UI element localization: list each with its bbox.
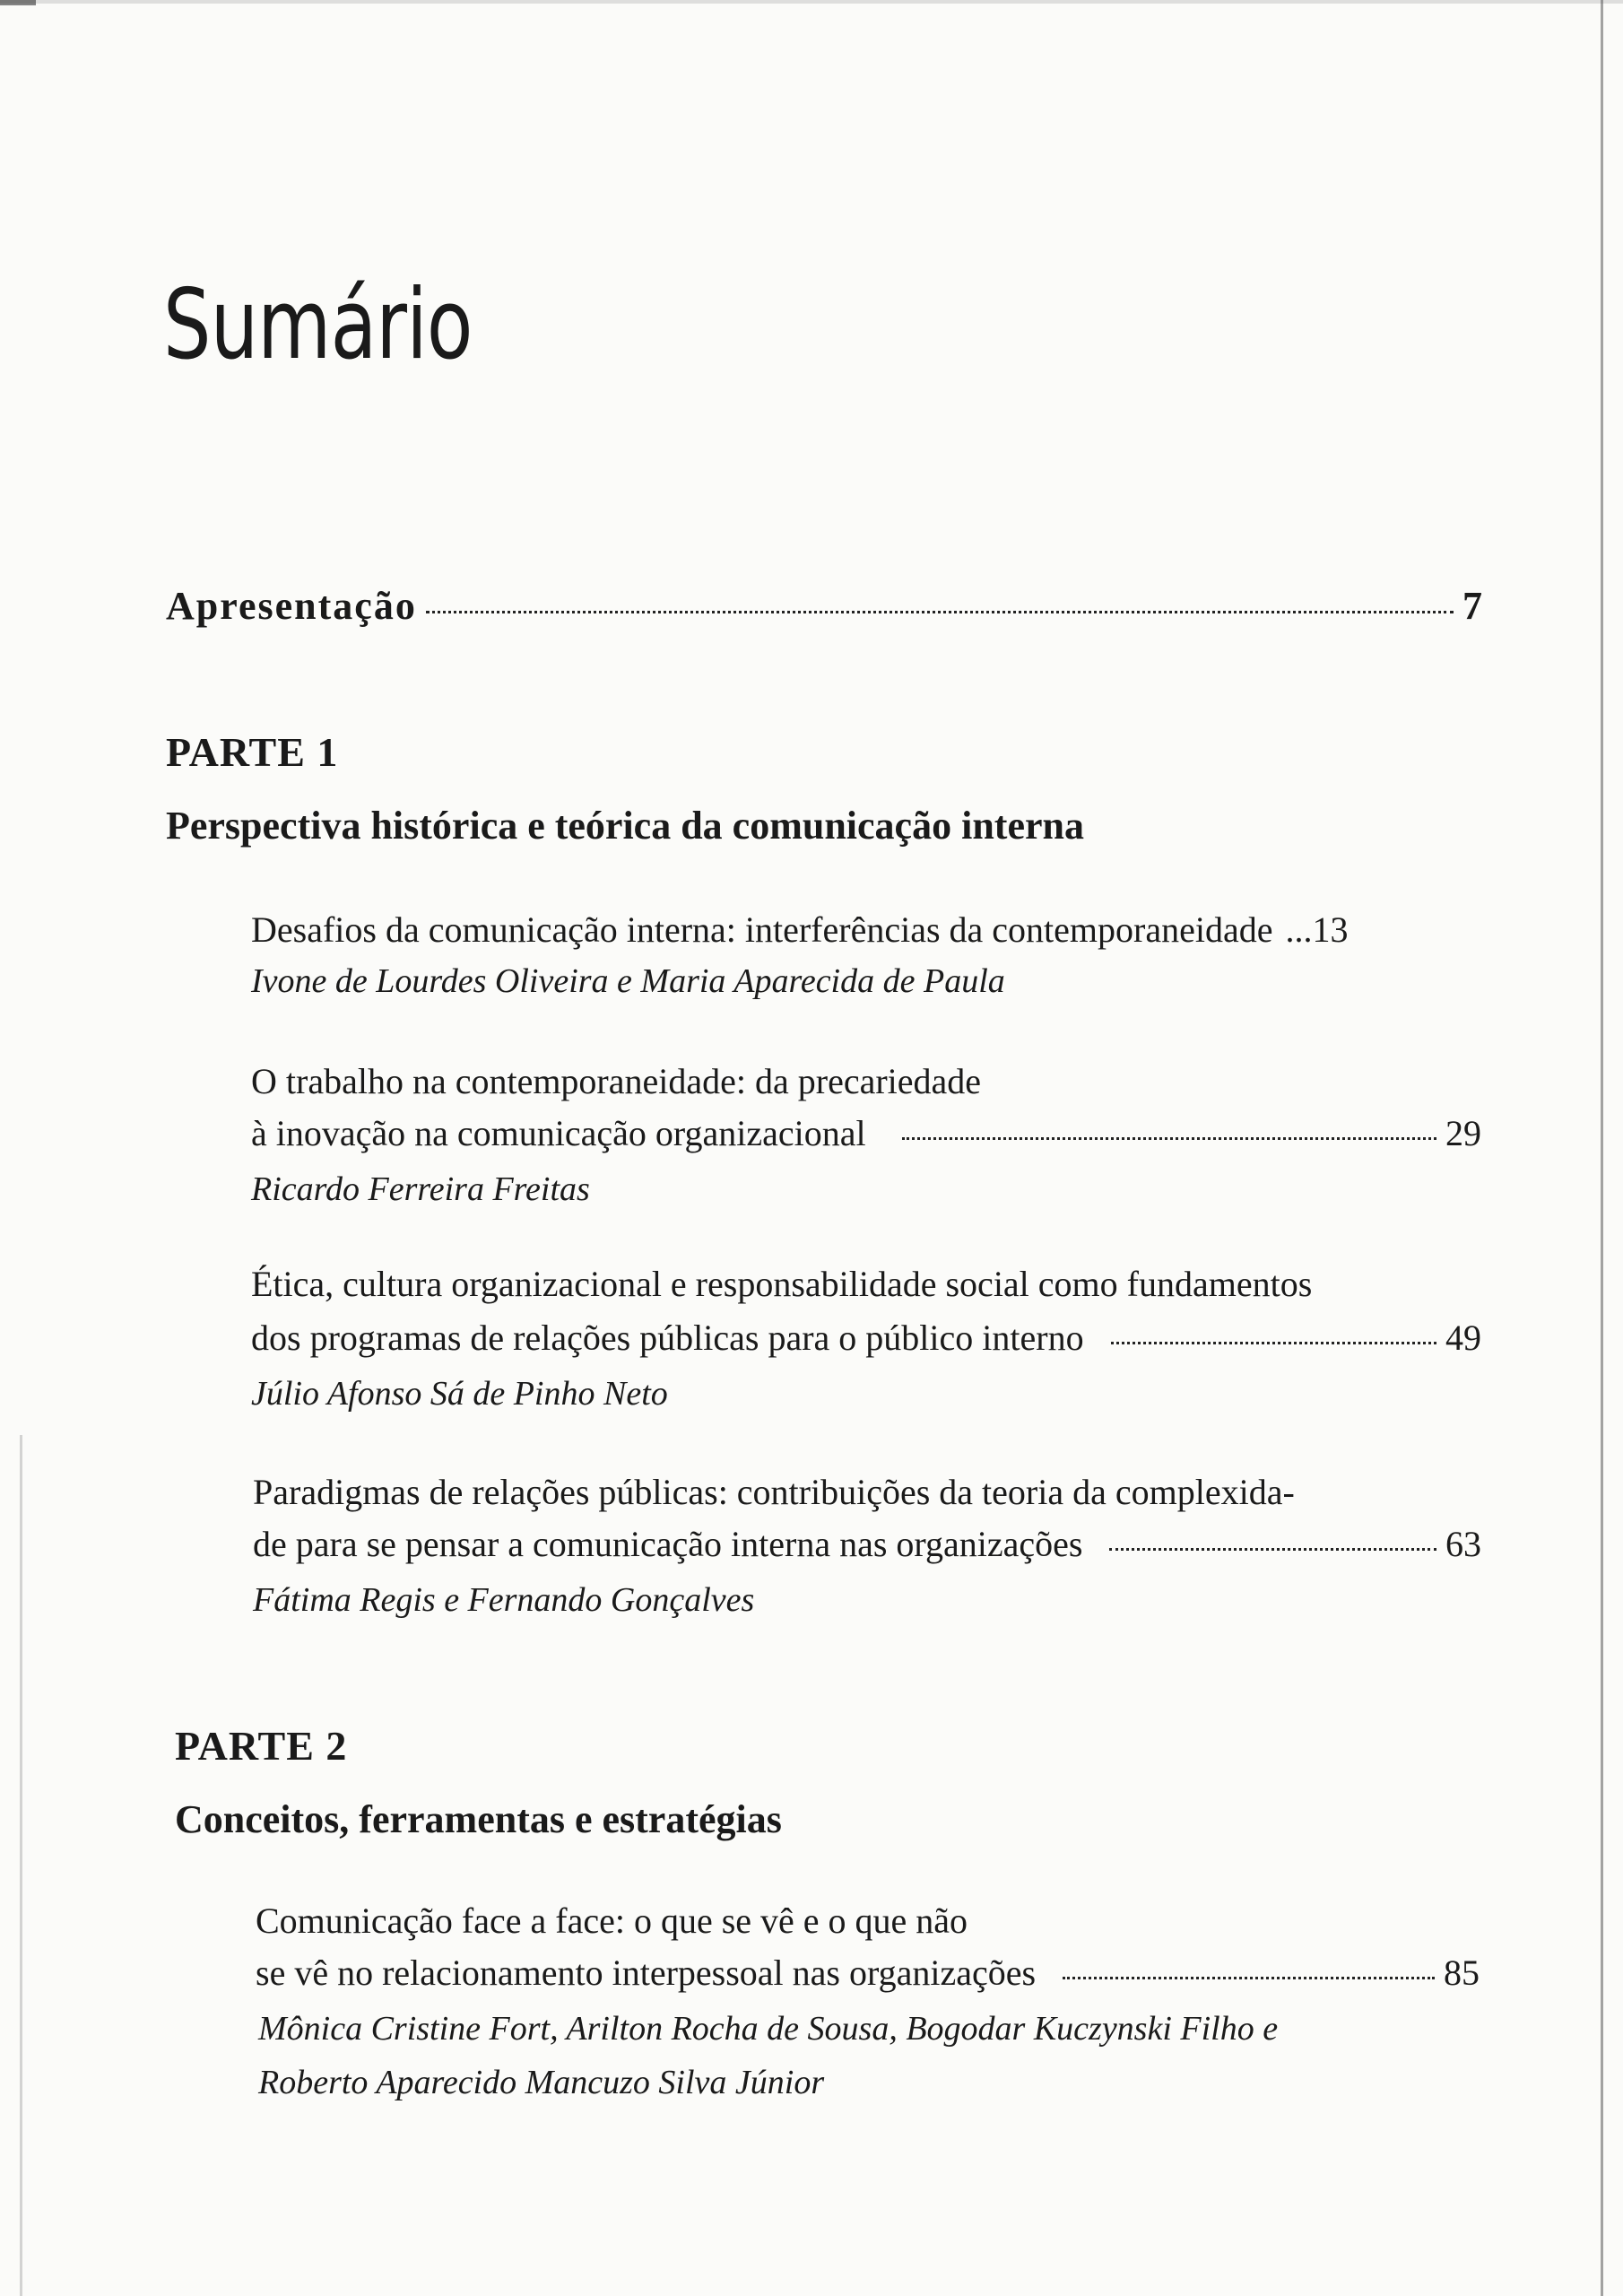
toc-entry-title: à inovação na comunicação organizacional: [251, 1113, 866, 1153]
toc-page-number: 49: [1445, 1318, 1481, 1358]
dot-leader: [902, 1137, 1436, 1140]
toc-entry-title-line: Ética, cultura organizacional e responsabilidade social como fundamentos: [251, 1264, 1313, 1304]
toc-entry-apresentacao[interactable]: [166, 583, 1484, 629]
toc-page-number: 85: [1444, 1952, 1480, 1993]
toc-entry-title: Desafios da comunicação interna: interferências da contemporaneidade: [251, 909, 1273, 950]
toc-entry-author: Roberto Aparecido Mancuzo Silva Júnior: [258, 2064, 825, 2101]
toc-page-number: 29: [1445, 1113, 1481, 1153]
toc-entry-title: de para se pensar a comunicação interna nas organizações: [253, 1524, 1083, 1564]
dot-leader: [1109, 1548, 1436, 1551]
toc-entry-title-line: O trabalho na contemporaneidade: da precariedade: [251, 1061, 982, 1101]
scan-corner-mark: [0, 0, 36, 18]
toc-entry-author: Júlio Afonso Sá de Pinho Neto: [251, 1375, 668, 1413]
toc-entry-author: Ricardo Ferreira Freitas: [251, 1170, 590, 1208]
toc-page-number: 7: [1462, 584, 1484, 628]
toc-entry-author: Fátima Regis e Fernando Gonçalves: [253, 1581, 755, 1619]
toc-entry-author: Mônica Cristine Fort, Arilton Rocha de Sousa, Bogodar Kuczynski Filho e: [258, 2010, 1279, 2048]
toc-entry-author: Ivone de Lourdes Oliveira e Maria Aparecida de Paula: [251, 962, 1005, 1000]
toc-entry-label: Apresentação: [166, 584, 417, 628]
toc-entry-title: dos programas de relações públicas para o público interno: [251, 1318, 1084, 1358]
scan-right-edge: [1601, 0, 1603, 2296]
toc-entry-1-2[interactable]: [251, 1112, 1481, 1154]
toc-entry-1-3[interactable]: [251, 1317, 1481, 1359]
part-2-label: PARTE 2: [175, 1723, 348, 1769]
part-1-label: PARTE 1: [166, 729, 339, 775]
page-title: Sumário: [163, 269, 473, 381]
toc-entry-2-1[interactable]: [256, 1952, 1480, 1994]
toc-entry-1-1[interactable]: [251, 909, 1481, 951]
toc-entry-title: se vê no relacionamento interpessoal nas organizações: [256, 1952, 1037, 1993]
dot-leader: [426, 611, 1454, 613]
toc-entry-1-4[interactable]: [253, 1523, 1481, 1565]
dot-leader: [1111, 1342, 1436, 1344]
part-2-title: Conceitos, ferramentas e estratégias: [175, 1797, 782, 1841]
scan-top-edge: [0, 0, 1623, 4]
toc-entry-title-line: Comunicação face a face: o que se vê e o que não: [256, 1900, 968, 1941]
toc-page-number: ...13: [1285, 909, 1349, 950]
toc-entry-title-line: Paradigmas de relações públicas: contribuições da teoria da complexida-: [253, 1472, 1295, 1512]
toc-page-number: 63: [1445, 1524, 1481, 1564]
scan-left-edge: [20, 1435, 22, 2296]
dot-leader: [1063, 1977, 1435, 1979]
part-1-title: Perspectiva histórica e teórica da comunicação interna: [166, 804, 1084, 848]
